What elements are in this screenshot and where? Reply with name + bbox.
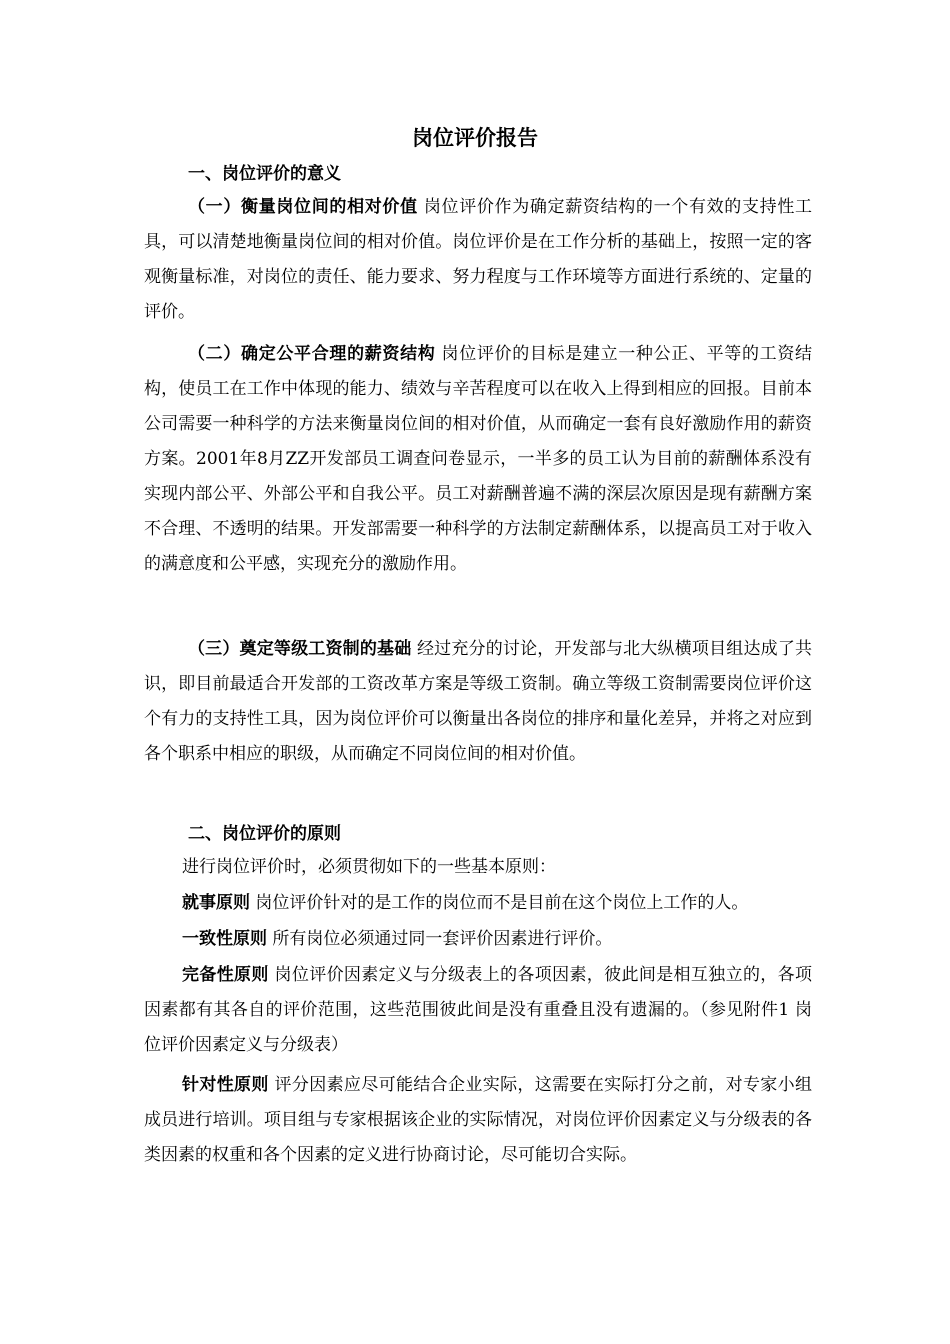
principle-name: 完备性原则: [182, 965, 269, 985]
principle-job-focus: [144, 886, 812, 921]
section-heading-principles: 二、岗位评价的原则: [188, 824, 341, 844]
principle-consistency: [144, 922, 812, 957]
paragraph-text: 岗位评价的目标是建立一种公正、平等的工资结构，使员工在工作中体现的能力、绩效与辛苦程度可以在收入上得到相应的回报。目前本公司需要一种科学的方法来衡量岗位间的相对价值，从而确定一套有良好激励作用的薪资方案。2001年8月ZZ开发部员工调查问卷显示，一半多的员工认为目前的薪酬体系没有实现内部公平、外部公平和自我公平。员工对薪酬普遍不满的深层次原因是现有薪酬方案不合理、不透明的结果。开发部需要一种科学的方法制定薪酬体系，以提高员工对于收入的满意度和公平感，实现充分的激励作用。: [144, 344, 812, 574]
principle-text: 评分因素应尽可能结合企业实际，这需要在实际打分之前，对专家小组成员进行培训。项目组与专家根据该企业的实际情况，对岗位评价因素定义与分级表的各类因素的权重和各个因素的定义进行协商讨论，尽可能切合实际。: [144, 1075, 813, 1165]
principle-name: 一致性原则: [182, 929, 267, 949]
principle-completeness: [144, 958, 812, 1063]
paragraph-measure-relative-value: [144, 190, 812, 330]
paragraph-lead: （二）确定公平合理的薪资结构: [188, 344, 436, 364]
paragraph-principles-intro: 进行岗位评价时，必须贯彻如下的一些基本原则：: [182, 857, 556, 877]
principle-name: 针对性原则: [182, 1075, 269, 1095]
principle-text: 岗位评价针对的是工作的岗位而不是目前在这个岗位上工作的人。: [255, 893, 749, 913]
section-heading-significance: 一、岗位评价的意义: [188, 164, 341, 184]
principle-pertinence: [144, 1068, 812, 1173]
principle-text: 所有岗位必须通过同一套评价因素进行评价。: [272, 929, 613, 949]
paragraph-grade-wage-basis: [144, 632, 812, 772]
paragraph-lead: （三）奠定等级工资制的基础: [188, 639, 412, 659]
paragraph-lead: （一）衡量岗位间的相对价值: [188, 197, 418, 217]
principle-name: 就事原则: [182, 893, 250, 913]
paragraph-text: 岗位评价作为确定薪资结构的一个有效的支持性工具，可以清楚地衡量岗位间的相对价值。岗位评价是在工作分析的基础上，按照一定的客观衡量标准，对岗位的责任、能力要求、努力程度与工作环境等方面进行系统的、定量的评价。: [144, 197, 812, 322]
paragraph-fair-salary-structure: [144, 337, 812, 582]
document-title: 岗位评价报告: [412, 126, 538, 150]
paragraph-text: 经过充分的讨论，开发部与北大纵横项目组达成了共识，即目前最适合开发部的工资改革方案是等级工资制。确立等级工资制需要岗位评价这个有力的支持性工具，因为岗位评价可以衡量出各岗位的排序和量化差异，并将之对应到各个职系中相应的职级，从而确定不同岗位间的相对价值。: [144, 639, 813, 764]
principle-text: 岗位评价因素定义与分级表上的各项因素，彼此间是相互独立的，各项因素都有其各自的评价范围，这些范围彼此间是没有重叠且没有遗漏的。（参见附件1 岗位评价因素定义与分级表）: [144, 965, 813, 1055]
